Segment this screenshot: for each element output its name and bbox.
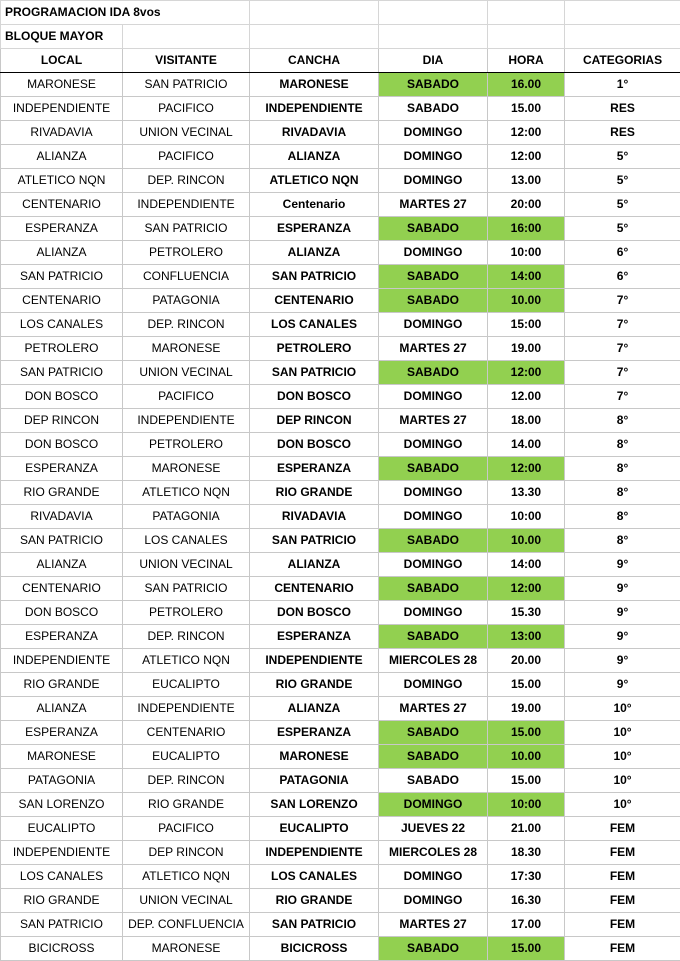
hora-cell: 12:00 xyxy=(488,361,565,385)
visitante-cell: INDEPENDIENTE xyxy=(123,409,250,433)
hora-cell: 14:00 xyxy=(488,553,565,577)
local-cell: CENTENARIO xyxy=(1,289,123,313)
table-row xyxy=(1,385,680,409)
cancha-cell: Centenario xyxy=(250,193,379,217)
visitante-cell: DEP. RINCON xyxy=(123,769,250,793)
table-row xyxy=(1,433,680,457)
hora-cell: 10:00 xyxy=(488,793,565,817)
table-row xyxy=(1,865,680,889)
local-cell: MARONESE xyxy=(1,73,123,97)
cancha-cell: MARONESE xyxy=(250,745,379,769)
cancha-cell: ESPERANZA xyxy=(250,625,379,649)
visitante-cell: UNION VECINAL xyxy=(123,889,250,913)
header-visitante: VISITANTE xyxy=(123,49,250,73)
dia-cell: JUEVES 22 xyxy=(379,817,488,841)
hora-cell: 10:00 xyxy=(488,505,565,529)
hora-cell: 10.00 xyxy=(488,529,565,553)
hora-cell: 13.00 xyxy=(488,169,565,193)
visitante-cell: PACIFICO xyxy=(123,385,250,409)
dia-cell: SABADO xyxy=(379,937,488,961)
hora-cell: 16.30 xyxy=(488,889,565,913)
local-cell: SAN PATRICIO xyxy=(1,529,123,553)
hora-cell: 12:00 xyxy=(488,145,565,169)
visitante-cell: SAN PATRICIO xyxy=(123,577,250,601)
dia-cell: DOMINGO xyxy=(379,793,488,817)
cancha-cell: ESPERANZA xyxy=(250,457,379,481)
cancha-cell: RIO GRANDE xyxy=(250,889,379,913)
table-row xyxy=(1,313,680,337)
local-cell: INDEPENDIENTE xyxy=(1,649,123,673)
cancha-cell: ALIANZA xyxy=(250,241,379,265)
visitante-cell: ATLETICO NQN xyxy=(123,481,250,505)
table-row xyxy=(1,913,680,937)
local-cell: EUCALIPTO xyxy=(1,817,123,841)
hora-cell: 18.30 xyxy=(488,841,565,865)
table-row xyxy=(1,409,680,433)
categoria-cell: 9° xyxy=(565,577,680,601)
visitante-cell: INDEPENDIENTE xyxy=(123,697,250,721)
table-row xyxy=(1,745,680,769)
dia-cell: SABADO xyxy=(379,361,488,385)
dia-cell: DOMINGO xyxy=(379,241,488,265)
categoria-cell: 6° xyxy=(565,241,680,265)
cancha-cell: SAN LORENZO xyxy=(250,793,379,817)
visitante-cell: UNION VECINAL xyxy=(123,553,250,577)
dia-cell: SABADO xyxy=(379,745,488,769)
categoria-cell: 8° xyxy=(565,409,680,433)
categoria-cell: 9° xyxy=(565,649,680,673)
cancha-cell: BICICROSS xyxy=(250,937,379,961)
local-cell: SAN PATRICIO xyxy=(1,265,123,289)
cancha-cell: RIO GRANDE xyxy=(250,481,379,505)
page-title: PROGRAMACION IDA 8vos xyxy=(1,1,250,25)
categoria-cell: 5° xyxy=(565,145,680,169)
hora-cell: 17:30 xyxy=(488,865,565,889)
dia-cell: SABADO xyxy=(379,625,488,649)
cancha-cell: ALIANZA xyxy=(250,553,379,577)
cancha-cell: PETROLERO xyxy=(250,337,379,361)
categoria-cell: 5° xyxy=(565,193,680,217)
cancha-cell: LOS CANALES xyxy=(250,313,379,337)
visitante-cell: SAN PATRICIO xyxy=(123,73,250,97)
dia-cell: SABADO xyxy=(379,769,488,793)
dia-cell: SABADO xyxy=(379,721,488,745)
local-cell: RIO GRANDE xyxy=(1,889,123,913)
dia-cell: DOMINGO xyxy=(379,673,488,697)
cancha-cell: RIO GRANDE xyxy=(250,673,379,697)
local-cell: RIVADAVIA xyxy=(1,505,123,529)
local-cell: RIO GRANDE xyxy=(1,673,123,697)
hora-cell: 16:00 xyxy=(488,217,565,241)
cancha-cell: RIVADAVIA xyxy=(250,121,379,145)
hora-cell: 12:00 xyxy=(488,457,565,481)
local-cell: DEP RINCON xyxy=(1,409,123,433)
categoria-cell: RES xyxy=(565,97,680,121)
categoria-cell: 10° xyxy=(565,793,680,817)
visitante-cell: SAN PATRICIO xyxy=(123,217,250,241)
table-row xyxy=(1,697,680,721)
table-row xyxy=(1,721,680,745)
visitante-cell: UNION VECINAL xyxy=(123,361,250,385)
visitante-cell: PATAGONIA xyxy=(123,505,250,529)
hora-cell: 10:00 xyxy=(488,241,565,265)
categoria-cell: FEM xyxy=(565,841,680,865)
visitante-cell: PACIFICO xyxy=(123,817,250,841)
dia-cell: SABADO xyxy=(379,97,488,121)
visitante-cell: DEP. RINCON xyxy=(123,625,250,649)
local-cell: ALIANZA xyxy=(1,145,123,169)
visitante-cell: DEP. CONFLUENCIA xyxy=(123,913,250,937)
visitante-cell: CENTENARIO xyxy=(123,721,250,745)
categoria-cell: FEM xyxy=(565,937,680,961)
categoria-cell: 8° xyxy=(565,505,680,529)
local-cell: DON BOSCO xyxy=(1,433,123,457)
table-row xyxy=(1,193,680,217)
local-cell: ESPERANZA xyxy=(1,217,123,241)
categoria-cell: 1° xyxy=(565,73,680,97)
categoria-cell: 7° xyxy=(565,313,680,337)
hora-cell: 12:00 xyxy=(488,121,565,145)
hora-cell: 17.00 xyxy=(488,913,565,937)
dia-cell: MARTES 27 xyxy=(379,913,488,937)
hora-cell: 21.00 xyxy=(488,817,565,841)
local-cell: DON BOSCO xyxy=(1,385,123,409)
hora-cell: 14.00 xyxy=(488,433,565,457)
visitante-cell: EUCALIPTO xyxy=(123,745,250,769)
cancha-cell: SAN PATRICIO xyxy=(250,529,379,553)
cancha-cell: SAN PATRICIO xyxy=(250,913,379,937)
categoria-cell: 10° xyxy=(565,769,680,793)
visitante-cell: RIO GRANDE xyxy=(123,793,250,817)
table-row xyxy=(1,937,680,961)
categoria-cell: 7° xyxy=(565,337,680,361)
cancha-cell: EUCALIPTO xyxy=(250,817,379,841)
visitante-cell: DEP RINCON xyxy=(123,841,250,865)
subtitle-row xyxy=(1,25,680,49)
cancha-cell: INDEPENDIENTE xyxy=(250,649,379,673)
table-row xyxy=(1,73,680,97)
dia-cell: SABADO xyxy=(379,577,488,601)
cancha-cell: INDEPENDIENTE xyxy=(250,841,379,865)
header-categorias: CATEGORIAS xyxy=(565,49,680,73)
local-cell: ESPERANZA xyxy=(1,721,123,745)
table-row xyxy=(1,889,680,913)
table-row xyxy=(1,577,680,601)
visitante-cell: LOS CANALES xyxy=(123,529,250,553)
cancha-cell: INDEPENDIENTE xyxy=(250,97,379,121)
table-row xyxy=(1,121,680,145)
dia-cell: SABADO xyxy=(379,73,488,97)
table-row xyxy=(1,505,680,529)
table-row xyxy=(1,625,680,649)
table-row xyxy=(1,217,680,241)
visitante-cell: CONFLUENCIA xyxy=(123,265,250,289)
block-title: BLOQUE MAYOR xyxy=(1,25,123,49)
local-cell: BICICROSS xyxy=(1,937,123,961)
hora-cell: 12.00 xyxy=(488,385,565,409)
local-cell: RIVADAVIA xyxy=(1,121,123,145)
hora-cell: 16.00 xyxy=(488,73,565,97)
visitante-cell: MARONESE xyxy=(123,937,250,961)
dia-cell: MARTES 27 xyxy=(379,337,488,361)
dia-cell: DOMINGO xyxy=(379,889,488,913)
categoria-cell: 10° xyxy=(565,721,680,745)
local-cell: DON BOSCO xyxy=(1,601,123,625)
dia-cell: SABADO xyxy=(379,289,488,313)
table-row xyxy=(1,289,680,313)
dia-cell: DOMINGO xyxy=(379,121,488,145)
table-row xyxy=(1,649,680,673)
dia-cell: SABADO xyxy=(379,217,488,241)
dia-cell: DOMINGO xyxy=(379,433,488,457)
cancha-cell: DON BOSCO xyxy=(250,601,379,625)
dia-cell: DOMINGO xyxy=(379,553,488,577)
cancha-cell: LOS CANALES xyxy=(250,865,379,889)
hora-cell: 15.00 xyxy=(488,937,565,961)
local-cell: INDEPENDIENTE xyxy=(1,97,123,121)
table-row xyxy=(1,361,680,385)
categoria-cell: FEM xyxy=(565,865,680,889)
dia-cell: DOMINGO xyxy=(379,505,488,529)
visitante-cell: INDEPENDIENTE xyxy=(123,193,250,217)
visitante-cell: UNION VECINAL xyxy=(123,121,250,145)
cancha-cell: CENTENARIO xyxy=(250,289,379,313)
visitante-cell: PETROLERO xyxy=(123,241,250,265)
categoria-cell: 8° xyxy=(565,433,680,457)
local-cell: ALIANZA xyxy=(1,553,123,577)
categoria-cell: 7° xyxy=(565,361,680,385)
dia-cell: SABADO xyxy=(379,457,488,481)
categoria-cell: RES xyxy=(565,121,680,145)
visitante-cell: DEP. RINCON xyxy=(123,313,250,337)
categoria-cell: 7° xyxy=(565,385,680,409)
categoria-cell: 9° xyxy=(565,625,680,649)
hora-cell: 10.00 xyxy=(488,289,565,313)
visitante-cell: PACIFICO xyxy=(123,145,250,169)
local-cell: INDEPENDIENTE xyxy=(1,841,123,865)
dia-cell: MARTES 27 xyxy=(379,193,488,217)
hora-cell: 20:00 xyxy=(488,193,565,217)
visitante-cell: MARONESE xyxy=(123,337,250,361)
visitante-cell: EUCALIPTO xyxy=(123,673,250,697)
dia-cell: DOMINGO xyxy=(379,169,488,193)
dia-cell: MIERCOLES 28 xyxy=(379,649,488,673)
local-cell: SAN LORENZO xyxy=(1,793,123,817)
categoria-cell: FEM xyxy=(565,889,680,913)
table-row xyxy=(1,817,680,841)
dia-cell: MARTES 27 xyxy=(379,409,488,433)
hora-cell: 18.00 xyxy=(488,409,565,433)
dia-cell: MARTES 27 xyxy=(379,697,488,721)
header-dia: DIA xyxy=(379,49,488,73)
dia-cell: SABADO xyxy=(379,265,488,289)
dia-cell: DOMINGO xyxy=(379,865,488,889)
local-cell: ESPERANZA xyxy=(1,457,123,481)
local-cell: LOS CANALES xyxy=(1,313,123,337)
hora-cell: 13.30 xyxy=(488,481,565,505)
hora-cell: 19.00 xyxy=(488,697,565,721)
categoria-cell: FEM xyxy=(565,913,680,937)
table-row xyxy=(1,769,680,793)
local-cell: SAN PATRICIO xyxy=(1,913,123,937)
table-row xyxy=(1,793,680,817)
table-row xyxy=(1,673,680,697)
table-row xyxy=(1,241,680,265)
table-row xyxy=(1,169,680,193)
categoria-cell: 9° xyxy=(565,601,680,625)
table-row xyxy=(1,553,680,577)
categoria-cell: FEM xyxy=(565,817,680,841)
table-row xyxy=(1,601,680,625)
visitante-cell: PETROLERO xyxy=(123,433,250,457)
visitante-cell: DEP. RINCON xyxy=(123,169,250,193)
table-row xyxy=(1,337,680,361)
local-cell: PETROLERO xyxy=(1,337,123,361)
local-cell: ALIANZA xyxy=(1,697,123,721)
dia-cell: DOMINGO xyxy=(379,313,488,337)
table-row xyxy=(1,145,680,169)
local-cell: ALIANZA xyxy=(1,241,123,265)
cancha-cell: DON BOSCO xyxy=(250,385,379,409)
table-row xyxy=(1,265,680,289)
local-cell: LOS CANALES xyxy=(1,865,123,889)
visitante-cell: PETROLERO xyxy=(123,601,250,625)
cancha-cell: ATLETICO NQN xyxy=(250,169,379,193)
title-row xyxy=(1,1,680,25)
visitante-cell: PACIFICO xyxy=(123,97,250,121)
cancha-cell: PATAGONIA xyxy=(250,769,379,793)
cancha-cell: ESPERANZA xyxy=(250,721,379,745)
dia-cell: DOMINGO xyxy=(379,481,488,505)
categoria-cell: 5° xyxy=(565,169,680,193)
hora-cell: 14:00 xyxy=(488,265,565,289)
categoria-cell: 9° xyxy=(565,553,680,577)
local-cell: SAN PATRICIO xyxy=(1,361,123,385)
header-local: LOCAL xyxy=(1,49,123,73)
visitante-cell: ATLETICO NQN xyxy=(123,649,250,673)
cancha-cell: RIVADAVIA xyxy=(250,505,379,529)
local-cell: CENTENARIO xyxy=(1,577,123,601)
categoria-cell: 9° xyxy=(565,673,680,697)
hora-cell: 10.00 xyxy=(488,745,565,769)
hora-cell: 15:00 xyxy=(488,313,565,337)
hora-cell: 20.00 xyxy=(488,649,565,673)
categoria-cell: 10° xyxy=(565,745,680,769)
dia-cell: DOMINGO xyxy=(379,385,488,409)
hora-cell: 15.30 xyxy=(488,601,565,625)
cancha-cell: SAN PATRICIO xyxy=(250,265,379,289)
header-cancha: CANCHA xyxy=(250,49,379,73)
visitante-cell: MARONESE xyxy=(123,457,250,481)
table-row xyxy=(1,97,680,121)
hora-cell: 15.00 xyxy=(488,673,565,697)
cancha-cell: MARONESE xyxy=(250,73,379,97)
cancha-cell: CENTENARIO xyxy=(250,577,379,601)
hora-cell: 19.00 xyxy=(488,337,565,361)
hora-cell: 15.00 xyxy=(488,721,565,745)
cancha-cell: ALIANZA xyxy=(250,145,379,169)
local-cell: ESPERANZA xyxy=(1,625,123,649)
categoria-cell: 5° xyxy=(565,217,680,241)
local-cell: ATLETICO NQN xyxy=(1,169,123,193)
visitante-cell: PATAGONIA xyxy=(123,289,250,313)
table-row xyxy=(1,481,680,505)
hora-cell: 13:00 xyxy=(488,625,565,649)
dia-cell: MIERCOLES 28 xyxy=(379,841,488,865)
hora-cell: 12:00 xyxy=(488,577,565,601)
cancha-cell: DEP RINCON xyxy=(250,409,379,433)
local-cell: MARONESE xyxy=(1,745,123,769)
categoria-cell: 8° xyxy=(565,457,680,481)
local-cell: CENTENARIO xyxy=(1,193,123,217)
categoria-cell: 7° xyxy=(565,289,680,313)
hora-cell: 15.00 xyxy=(488,97,565,121)
dia-cell: SABADO xyxy=(379,529,488,553)
header-row xyxy=(1,49,680,73)
categoria-cell: 8° xyxy=(565,529,680,553)
cancha-cell: ESPERANZA xyxy=(250,217,379,241)
table-row xyxy=(1,841,680,865)
dia-cell: DOMINGO xyxy=(379,145,488,169)
local-cell: PATAGONIA xyxy=(1,769,123,793)
hora-cell: 15.00 xyxy=(488,769,565,793)
table-row xyxy=(1,457,680,481)
cancha-cell: SAN PATRICIO xyxy=(250,361,379,385)
dia-cell: DOMINGO xyxy=(379,601,488,625)
local-cell: RIO GRANDE xyxy=(1,481,123,505)
visitante-cell: ATLETICO NQN xyxy=(123,865,250,889)
header-hora: HORA xyxy=(488,49,565,73)
table-row xyxy=(1,529,680,553)
categoria-cell: 6° xyxy=(565,265,680,289)
categoria-cell: 8° xyxy=(565,481,680,505)
cancha-cell: DON BOSCO xyxy=(250,433,379,457)
cancha-cell: ALIANZA xyxy=(250,697,379,721)
categoria-cell: 10° xyxy=(565,697,680,721)
